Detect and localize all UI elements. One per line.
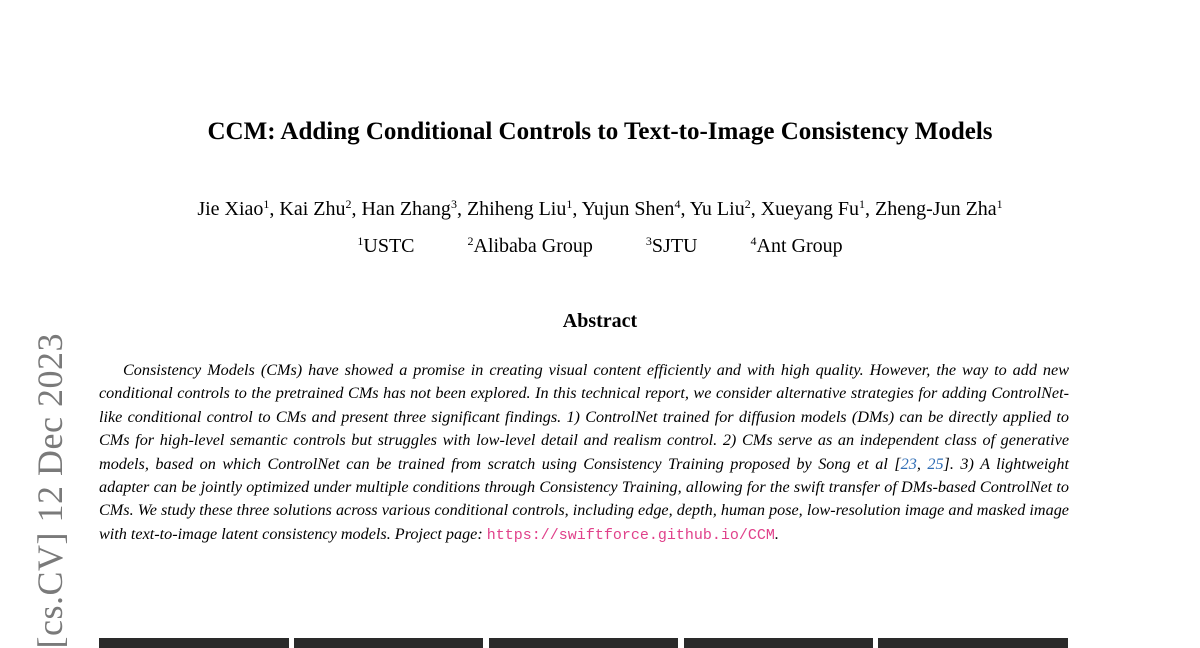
citation-link[interactable]: 23 [900,454,917,473]
figure-image [294,638,483,648]
affiliation: $^4$Ant Group [750,234,843,257]
abstract-heading: Abstract [562,310,638,332]
affiliation-list [0,235,1200,258]
figure-image [99,638,289,648]
author: Xueyang Fu$^1$ [760,197,866,220]
project-page-link[interactable]: https://swiftforce.github.io/CCM [486,526,775,544]
figure-image [489,638,678,648]
author: Kai Zhu$^2$ [279,197,352,220]
citation-link[interactable]: 25 [927,454,944,473]
figure-image [878,638,1068,648]
arxiv-stamp-text: [cs.CV] 12 Dec 2023 [30,332,70,648]
affiliation: $^2$Alibaba Group [467,234,593,257]
author: Zhiheng Liu$^1$ [466,197,573,220]
affiliation: $^3$SJTU [645,234,698,257]
author: Zheng-Jun Zha$^1$ [875,197,1003,220]
author: Han Zhang$^3$ [361,197,457,220]
author-list: Jie Xiao$^1$, Kai Zhu$^2$, Han Zhang$^3$, Zhiheng Liu$^1$, Yujun Shen$^4$, Yu Liu$^2$, Xueyang Fu$^1$, Zheng-Jun Zha$^1$ [197,197,1003,220]
arxiv-stamp [26,300,74,648]
author: Yujun Shen$^4$ [581,197,681,220]
figure-image [684,638,873,648]
author: Jie Xiao$^1$ [197,197,270,220]
affiliation: $^1$USTC [357,234,415,257]
abstract-body: Consistency Models (CMs) have showed a promise in creating visual content efficiently and with high quality. However, the way to add new conditional controls to the pretrained CMs has not been explored. In this technical report, we consider alternative strategies for adding ControlNet-like conditional control to CMs and present three significant findings. 1) ControlNet trained for diffusion models (DMs) can be directly applied to CMs for high-level semantic controls but struggles with low-level detail and realism control. 2) CMs serve as an independent class of generative models, based on which ControlNet can be trained from scratch using Consistency Training proposed by Song et al [23, 25]. 3) A lightweight adapter can be jointly optimized under multiple conditions through Consistency Training, allowing for the swift transfer of DMs-based ControlNet to CMs. We study these three solutions across various conditional controls, including edge, depth, human pose, low-resolution image and masked image with text-to-image latent consistency models. Project page: https://swiftforce.github.io/CCM. [99,361,1069,544]
author: Yu Liu$^2$ [689,197,751,220]
paper-title: CCM: Adding Conditional Controls to Text-to-Image Consistency Models [207,118,993,145]
